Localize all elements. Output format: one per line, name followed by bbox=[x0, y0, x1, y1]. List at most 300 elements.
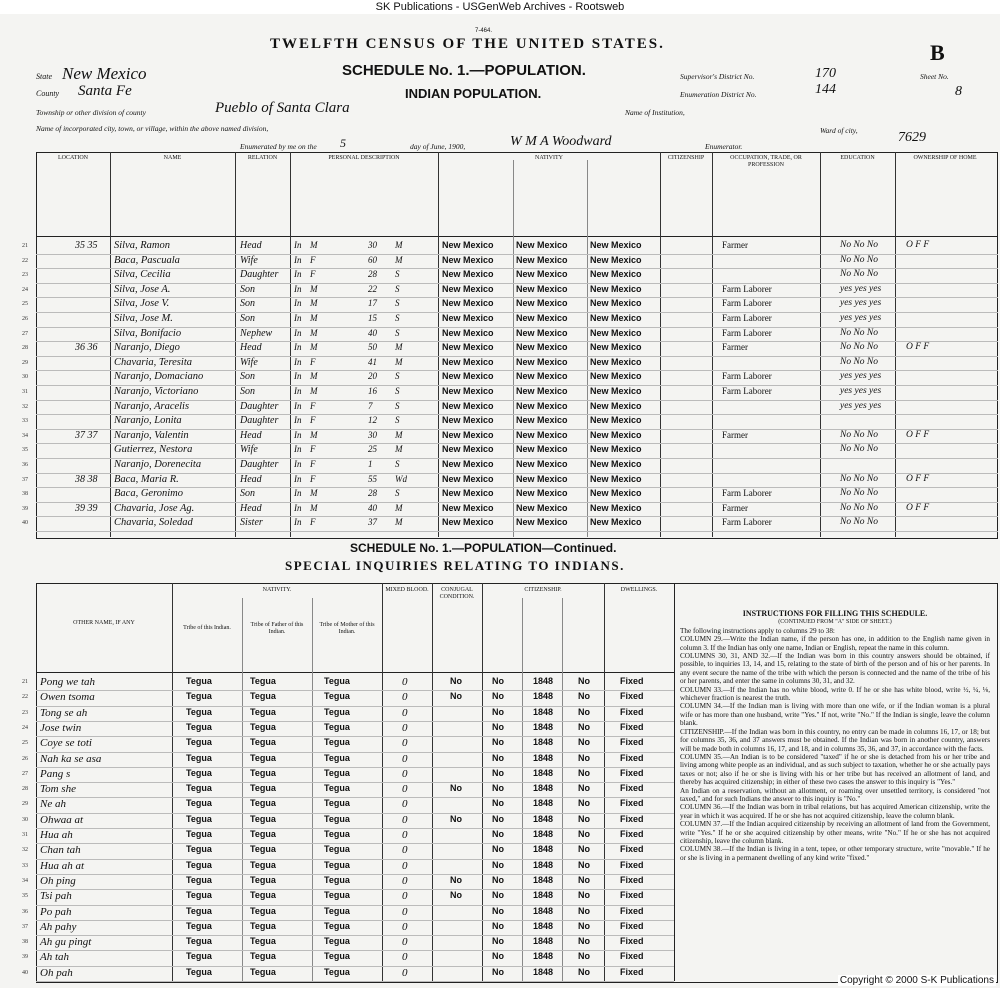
mother-tribe: Tegua bbox=[324, 721, 350, 732]
father-birthplace: New Mexico bbox=[516, 459, 568, 469]
indian-name: Jose twin bbox=[40, 721, 82, 734]
tribe: Tegua bbox=[186, 920, 212, 931]
dwelling-number: 35 35 bbox=[75, 240, 98, 251]
marital-status: M bbox=[395, 429, 403, 440]
taxed: No bbox=[492, 798, 504, 809]
color: In bbox=[294, 254, 302, 265]
indian-name: Hua ah bbox=[40, 829, 73, 841]
mother-birthplace: New Mexico bbox=[590, 254, 642, 265]
schedule-title: SCHEDULE No. 1.—POPULATION. bbox=[342, 62, 586, 79]
citizenship-year: 1848 bbox=[533, 890, 554, 901]
education: No No No bbox=[840, 240, 879, 250]
enumerated-label: Enumerated by me on the bbox=[240, 142, 317, 151]
color: In bbox=[294, 400, 302, 411]
marital-status: S bbox=[395, 298, 400, 309]
person-name: Silva, Jose V. bbox=[114, 298, 170, 310]
page-mark: 7629 bbox=[898, 130, 926, 145]
allotment: No bbox=[578, 966, 590, 977]
birthplace: New Mexico bbox=[442, 444, 494, 455]
education: yes yes yes bbox=[840, 283, 882, 294]
county-value: Santa Fe bbox=[78, 83, 132, 99]
dwelling-type: Fixed bbox=[620, 966, 644, 977]
citizenship-year: 1848 bbox=[533, 936, 554, 947]
age: 16 bbox=[368, 386, 377, 396]
relation: Nephew bbox=[240, 327, 273, 339]
color: In bbox=[294, 298, 302, 309]
line-number: 28 bbox=[22, 345, 28, 352]
col-relation: RELATION bbox=[247, 155, 278, 161]
father-birthplace: New Mexico bbox=[516, 429, 568, 440]
mother-birthplace: New Mexico bbox=[590, 488, 642, 499]
tribe: Tegua bbox=[186, 905, 212, 916]
relation: Head bbox=[240, 473, 262, 485]
birthplace: New Mexico bbox=[442, 386, 494, 396]
color: In bbox=[294, 342, 302, 353]
tribe: Tegua bbox=[186, 829, 212, 839]
person-name: Naranjo, Victoriano bbox=[114, 386, 199, 397]
age: 25 bbox=[368, 444, 377, 455]
dwelling-number: 37 37 bbox=[75, 429, 98, 441]
mother-birthplace: New Mexico bbox=[590, 327, 642, 338]
line-number: 39 bbox=[22, 505, 28, 512]
taxed: No bbox=[492, 936, 504, 947]
father-birthplace: New Mexico bbox=[516, 415, 568, 426]
mother-tribe: Tegua bbox=[324, 859, 350, 870]
relation: Son bbox=[240, 298, 255, 310]
marital-status: S bbox=[395, 313, 400, 323]
instructions-intro: The following instructions apply to columns 29 to 38: bbox=[680, 626, 835, 635]
dwelling-number: 36 36 bbox=[75, 342, 98, 354]
line-number: 29 bbox=[22, 359, 28, 366]
color: In bbox=[294, 444, 302, 455]
row-rule bbox=[36, 531, 998, 532]
mother-tribe: Tegua bbox=[324, 920, 350, 931]
allotment: No bbox=[578, 691, 590, 702]
mother-tribe: Tegua bbox=[324, 676, 350, 686]
marital-status: S bbox=[395, 459, 400, 469]
white-blood: 0 bbox=[402, 721, 408, 734]
instructions-column-29: COLUMN 29.—Write the Indian name, if the person has one, in addition to the English name given in column 3. If the Indian has only one name, Indian or English, repeat the name in this column. bbox=[680, 635, 990, 652]
relation: Sister bbox=[240, 517, 263, 529]
county-label: County bbox=[36, 89, 60, 98]
relation: Head bbox=[240, 429, 262, 441]
sheet-value: 8 bbox=[955, 84, 962, 99]
birthplace: New Mexico bbox=[442, 356, 494, 367]
birthplace: New Mexico bbox=[442, 313, 494, 323]
color: In bbox=[294, 327, 302, 338]
col-personal: PERSONAL DESCRIPTION bbox=[328, 155, 400, 161]
father-birthplace: New Mexico bbox=[516, 298, 568, 309]
instructions-column-30: COLUMNS 30, 31, AND 32.—If the Indian was born in this country answers should be obtained, if possible, to inquiries 13, 14, and 15, relating to the state of birth of the person and of his or her parents. In any event secure the name of the tribe with which the person is connected and the name of the tribe of his or her parents, and enter the same in columns 30, 31, and 32. bbox=[680, 652, 990, 686]
age: 12 bbox=[368, 415, 377, 426]
indian-name: Nah ka se asa bbox=[40, 752, 102, 765]
instructions-column-36: COLUMN 36.—If the Indian was born in tribal relations, but has acquired American citizenship, write the year in which it was acquired. If he or she has not acquired citizenship, leave the column blank. bbox=[680, 803, 990, 820]
taxed: No bbox=[492, 737, 504, 748]
father-tribe: Tegua bbox=[250, 844, 276, 855]
birthplace: New Mexico bbox=[442, 415, 494, 426]
taxed: No bbox=[492, 966, 504, 977]
col-ownership: OWNERSHIP OF HOME bbox=[913, 155, 977, 161]
birthplace: New Mexico bbox=[442, 473, 494, 484]
line-number: 32 bbox=[22, 403, 28, 410]
education: No No No bbox=[840, 502, 879, 513]
citizenship-year: 1848 bbox=[533, 920, 554, 931]
person-name: Baca, Maria R. bbox=[114, 473, 179, 485]
taxed: No bbox=[492, 767, 504, 778]
father-tribe: Tegua bbox=[250, 966, 276, 977]
age: 7 bbox=[368, 400, 373, 411]
relation: Head bbox=[240, 240, 262, 251]
white-blood: 0 bbox=[402, 966, 408, 979]
sex: M bbox=[310, 502, 318, 513]
birthplace: New Mexico bbox=[442, 327, 494, 338]
mother-birthplace: New Mexico bbox=[590, 517, 642, 528]
polygamy: No bbox=[450, 890, 462, 901]
mother-birthplace: New Mexico bbox=[590, 415, 642, 426]
line-number: 40 bbox=[22, 969, 28, 976]
sex: F bbox=[310, 473, 316, 484]
col-conjugal: CONJUGAL CONDITION. bbox=[439, 587, 475, 600]
mother-birthplace: New Mexico bbox=[590, 473, 642, 484]
line-number: 34 bbox=[22, 432, 28, 439]
indian-name: Tsi pah bbox=[40, 890, 72, 903]
dwelling-number: 39 39 bbox=[75, 502, 98, 514]
copyright-notice: Copyright © 2000 S-K Publications bbox=[839, 975, 994, 986]
birthplace: New Mexico bbox=[442, 517, 494, 528]
marital-status: S bbox=[395, 327, 400, 338]
allotment: No bbox=[578, 859, 590, 870]
col-nativity: NATIVITY bbox=[535, 155, 563, 161]
dwelling-type: Fixed bbox=[620, 798, 644, 809]
person-name: Baca, Geronimo bbox=[114, 488, 184, 500]
dwelling-type: Fixed bbox=[620, 874, 644, 885]
mother-tribe: Tegua bbox=[324, 966, 350, 977]
marital-status: M bbox=[395, 240, 403, 250]
tribe: Tegua bbox=[186, 676, 212, 686]
mother-tribe: Tegua bbox=[324, 829, 350, 839]
sex: M bbox=[310, 386, 318, 396]
continued-title: SCHEDULE No. 1.—POPULATION—Continued. bbox=[350, 541, 617, 555]
education: No No No bbox=[840, 356, 879, 367]
citizenship-year: 1848 bbox=[533, 691, 554, 702]
person-name: Chavaria, Teresita bbox=[114, 356, 192, 368]
person-name: Naranjo, Valentin bbox=[114, 429, 189, 441]
dwelling-number: 38 38 bbox=[75, 473, 98, 485]
census-title: TWELFTH CENSUS OF THE UNITED STATES. bbox=[270, 36, 665, 52]
color: In bbox=[294, 240, 302, 250]
instructions-title: INSTRUCTIONS FOR FILLING THIS SCHEDULE. bbox=[742, 609, 928, 618]
marital-status: S bbox=[395, 386, 400, 396]
line-number: 30 bbox=[22, 816, 28, 823]
father-tribe: Tegua bbox=[250, 905, 276, 916]
white-blood: 0 bbox=[402, 905, 408, 918]
sex: M bbox=[310, 488, 318, 499]
birthplace: New Mexico bbox=[442, 298, 494, 309]
mother-birthplace: New Mexico bbox=[590, 386, 642, 396]
color: In bbox=[294, 415, 302, 426]
white-blood: 0 bbox=[402, 829, 408, 841]
line-number: 23 bbox=[22, 272, 28, 279]
indian-name: Ah gu pingt bbox=[40, 936, 92, 949]
instructions-column-37: COLUMN 37.—If the Indian acquired citizenship by receiving an allotment of land from the Government, write "Yes." If he or she acquired citizenship by other means, write "No." If he or she has not acquired citizenship, leave the column blank. bbox=[680, 820, 990, 845]
age: 40 bbox=[368, 502, 377, 513]
color: In bbox=[294, 386, 302, 396]
home-ownership: O F F bbox=[906, 502, 930, 513]
sex: F bbox=[310, 254, 316, 265]
white-blood: 0 bbox=[402, 844, 408, 857]
father-tribe: Tegua bbox=[250, 951, 276, 962]
instructions-column-35b: An Indian on a reservation, without an allotment, or roaming over unsettled territory, is considered "not taxed," and for such Indians the answer to this inquiry is "No." bbox=[680, 786, 990, 803]
allotment: No bbox=[578, 798, 590, 809]
citizenship-year: 1848 bbox=[533, 874, 554, 885]
sex: F bbox=[310, 415, 316, 426]
dwelling-type: Fixed bbox=[620, 691, 644, 702]
mother-birthplace: New Mexico bbox=[590, 429, 642, 440]
white-blood: 0 bbox=[402, 798, 408, 811]
color: In bbox=[294, 429, 302, 440]
line-number: 33 bbox=[22, 418, 28, 425]
person-name: Naranjo, Dorenecita bbox=[114, 459, 202, 470]
citizenship-year: 1848 bbox=[533, 721, 554, 732]
color: In bbox=[294, 269, 302, 280]
line-number: 26 bbox=[22, 755, 28, 762]
education: yes yes yes bbox=[840, 313, 882, 323]
age: 41 bbox=[368, 356, 377, 367]
tribe: Tegua bbox=[186, 890, 212, 901]
dwelling-type: Fixed bbox=[620, 767, 644, 778]
sex: M bbox=[310, 371, 318, 382]
marital-status: S bbox=[395, 400, 400, 411]
enumeration-value: 144 bbox=[815, 82, 836, 97]
sheet-label: Sheet No. bbox=[920, 72, 949, 81]
marital-status: M bbox=[395, 356, 403, 367]
col-citizenship: CITIZENSHIP bbox=[667, 155, 705, 161]
age: 20 bbox=[368, 371, 377, 382]
relation: Daughter bbox=[240, 415, 279, 427]
archive-banner: SK Publications - USGenWeb Archives - Rootsweb bbox=[0, 0, 1000, 14]
birthplace: New Mexico bbox=[442, 400, 494, 411]
home-ownership: O F F bbox=[906, 342, 930, 353]
mother-tribe: Tegua bbox=[324, 813, 350, 824]
relation: Wife bbox=[240, 356, 258, 368]
mother-tribe: Tegua bbox=[324, 798, 350, 809]
row-rule bbox=[36, 981, 674, 982]
city-label: Name of incorporated city, town, or village, within the above named division, bbox=[36, 124, 269, 133]
col-tribe-father: Tribe of Father of this Indian. bbox=[250, 622, 304, 635]
dwelling-type: Fixed bbox=[620, 844, 644, 855]
education: No No No bbox=[840, 342, 879, 353]
age: 40 bbox=[368, 327, 377, 338]
home-ownership: O F F bbox=[906, 240, 930, 250]
taxed: No bbox=[492, 905, 504, 916]
mother-birthplace: New Mexico bbox=[590, 269, 642, 280]
father-tribe: Tegua bbox=[250, 706, 276, 717]
line-number: 38 bbox=[22, 939, 28, 946]
education: yes yes yes bbox=[840, 400, 882, 411]
marital-status: M bbox=[395, 517, 403, 528]
mother-birthplace: New Mexico bbox=[590, 298, 642, 309]
dwelling-type: Fixed bbox=[620, 721, 644, 732]
relation: Son bbox=[240, 283, 255, 295]
citizenship-year: 1848 bbox=[533, 905, 554, 916]
white-blood: 0 bbox=[402, 936, 408, 949]
line-number: 37 bbox=[22, 476, 28, 483]
mother-tribe: Tegua bbox=[324, 844, 350, 855]
dwelling-type: Fixed bbox=[620, 737, 644, 748]
white-blood: 0 bbox=[402, 951, 408, 964]
line-number: 35 bbox=[22, 447, 28, 454]
mother-tribe: Tegua bbox=[324, 737, 350, 748]
line-number: 24 bbox=[22, 286, 28, 293]
line-number: 35 bbox=[22, 893, 28, 900]
indian-name: Chan tah bbox=[40, 844, 81, 857]
state-value: New Mexico bbox=[62, 64, 147, 83]
citizenship-year: 1848 bbox=[533, 813, 554, 824]
father-tribe: Tegua bbox=[250, 859, 276, 870]
color: In bbox=[294, 283, 302, 294]
education: No No No bbox=[840, 254, 879, 265]
white-blood: 0 bbox=[402, 737, 408, 750]
line-number: 21 bbox=[22, 679, 28, 685]
age: 28 bbox=[368, 269, 377, 280]
person-name: Naranjo, Lonita bbox=[114, 415, 182, 427]
birthplace: New Mexico bbox=[442, 283, 494, 294]
birthplace: New Mexico bbox=[442, 342, 494, 353]
white-blood: 0 bbox=[402, 874, 408, 887]
age: 30 bbox=[368, 429, 377, 440]
relation: Son bbox=[240, 488, 255, 500]
relation: Daughter bbox=[240, 269, 279, 281]
instructions-column-35: COLUMN 35.—An Indian is to be considered "taxed" if he or she is detached from his or her tribe and living among white people as an individual, and as such subject to taxation, whether he or she actually pays taxes or not; also if he or she is living with his or her tribe but has received an allotment of land, and thereby has acquired citizenship; in either of these two cases the answer to this inquiry is "Yes." bbox=[680, 752, 990, 787]
mother-birthplace: New Mexico bbox=[590, 371, 642, 382]
sex: F bbox=[310, 517, 316, 528]
citizenship-year: 1848 bbox=[533, 767, 554, 778]
taxed: No bbox=[492, 951, 504, 962]
dwelling-type: Fixed bbox=[620, 706, 644, 717]
dwelling-type: Fixed bbox=[620, 936, 644, 947]
education: No No No bbox=[840, 473, 879, 484]
instructions-subtitle: (CONTINUED FROM "A" SIDE OF SHEET.) bbox=[778, 619, 892, 626]
father-birthplace: New Mexico bbox=[516, 254, 568, 265]
citizenship-year: 1848 bbox=[533, 737, 554, 748]
form-number: 7-464. bbox=[475, 28, 493, 34]
white-blood: 0 bbox=[402, 767, 408, 780]
occupation: Farm Laborer bbox=[722, 313, 772, 323]
line-number: 27 bbox=[22, 330, 28, 337]
mother-tribe: Tegua bbox=[324, 905, 350, 916]
enumerated-day: 5 bbox=[340, 136, 346, 150]
mother-birthplace: New Mexico bbox=[590, 356, 642, 367]
color: In bbox=[294, 356, 302, 367]
taxed: No bbox=[492, 920, 504, 931]
father-tribe: Tegua bbox=[250, 829, 276, 839]
line-number: 27 bbox=[22, 770, 28, 777]
father-birthplace: New Mexico bbox=[516, 313, 568, 323]
sex: F bbox=[310, 400, 316, 411]
indian-name: Po pah bbox=[40, 905, 72, 918]
father-tribe: Tegua bbox=[250, 752, 276, 763]
mother-tribe: Tegua bbox=[324, 936, 350, 947]
dwelling-type: Fixed bbox=[620, 905, 644, 916]
col-dwellings: DWELLINGS. bbox=[620, 587, 658, 593]
indian-name: Ohwaa at bbox=[40, 813, 84, 826]
age: 50 bbox=[368, 342, 377, 353]
line-number: 37 bbox=[22, 923, 28, 930]
marital-status: S bbox=[395, 488, 400, 499]
relation: Son bbox=[240, 371, 255, 383]
taxed: No bbox=[492, 813, 504, 824]
father-birthplace: New Mexico bbox=[516, 386, 568, 396]
indian-name: Pang s bbox=[40, 767, 71, 780]
allotment: No bbox=[578, 905, 590, 916]
father-birthplace: New Mexico bbox=[516, 444, 568, 455]
color: In bbox=[294, 488, 302, 499]
occupation: Farm Laborer bbox=[722, 327, 772, 338]
sex: M bbox=[310, 342, 318, 353]
birthplace: New Mexico bbox=[442, 371, 494, 382]
person-name: Silva, Bonifacio bbox=[114, 327, 182, 339]
color: In bbox=[294, 502, 302, 513]
occupation: Farmer bbox=[722, 502, 748, 513]
taxed: No bbox=[492, 844, 504, 855]
white-blood: 0 bbox=[402, 783, 408, 796]
allotment: No bbox=[578, 737, 590, 748]
line-number: 25 bbox=[22, 301, 28, 308]
education: No No No bbox=[840, 444, 879, 455]
schedule-letter: B bbox=[930, 40, 945, 65]
education: yes yes yes bbox=[840, 386, 882, 396]
sex: F bbox=[310, 444, 316, 455]
allotment: No bbox=[578, 767, 590, 778]
supervisor-value: 170 bbox=[815, 66, 836, 81]
allotment: No bbox=[578, 920, 590, 931]
father-tribe: Tegua bbox=[250, 890, 276, 901]
schedule-subtitle: INDIAN POPULATION. bbox=[405, 86, 542, 101]
indian-name: Oh pah bbox=[40, 966, 73, 979]
father-birthplace: New Mexico bbox=[516, 240, 568, 250]
occupation: Farm Laborer bbox=[722, 298, 772, 309]
allotment: No bbox=[578, 874, 590, 885]
marital-status: S bbox=[395, 415, 400, 426]
col-name: NAME bbox=[163, 155, 182, 161]
line-number: 25 bbox=[22, 740, 28, 747]
white-blood: 0 bbox=[402, 813, 408, 826]
polygamy: No bbox=[450, 874, 462, 885]
tribe: Tegua bbox=[186, 936, 212, 947]
color: In bbox=[294, 473, 302, 484]
father-tribe: Tegua bbox=[250, 676, 276, 686]
line-number: 33 bbox=[22, 862, 28, 869]
enumerator-name: W M A Woodward bbox=[510, 134, 612, 149]
instructions-panel bbox=[680, 610, 990, 862]
white-blood: 0 bbox=[402, 676, 408, 688]
marital-status: M bbox=[395, 502, 403, 513]
col-tribe-mother: Tribe of Mother of this Indian. bbox=[319, 622, 375, 635]
mother-tribe: Tegua bbox=[324, 783, 350, 794]
mother-tribe: Tegua bbox=[324, 890, 350, 901]
tribe: Tegua bbox=[186, 752, 212, 763]
age: 15 bbox=[368, 313, 377, 323]
birthplace: New Mexico bbox=[442, 240, 494, 250]
instructions-column-33: COLUMN 33.—If the Indian has no white blood, write 0. If he or she has white blood, write ½, ¼, ⅛, whichever fraction is nearest the truth. bbox=[680, 685, 990, 703]
allotment: No bbox=[578, 721, 590, 732]
age: 17 bbox=[368, 298, 377, 309]
institution-label: Name of Institution, bbox=[625, 108, 685, 117]
indian-name: Hua ah at bbox=[40, 859, 84, 872]
father-tribe: Tegua bbox=[250, 737, 276, 748]
person-name: Naranjo, Domaciano bbox=[114, 371, 204, 383]
person-name: Baca, Pascuala bbox=[114, 254, 180, 266]
